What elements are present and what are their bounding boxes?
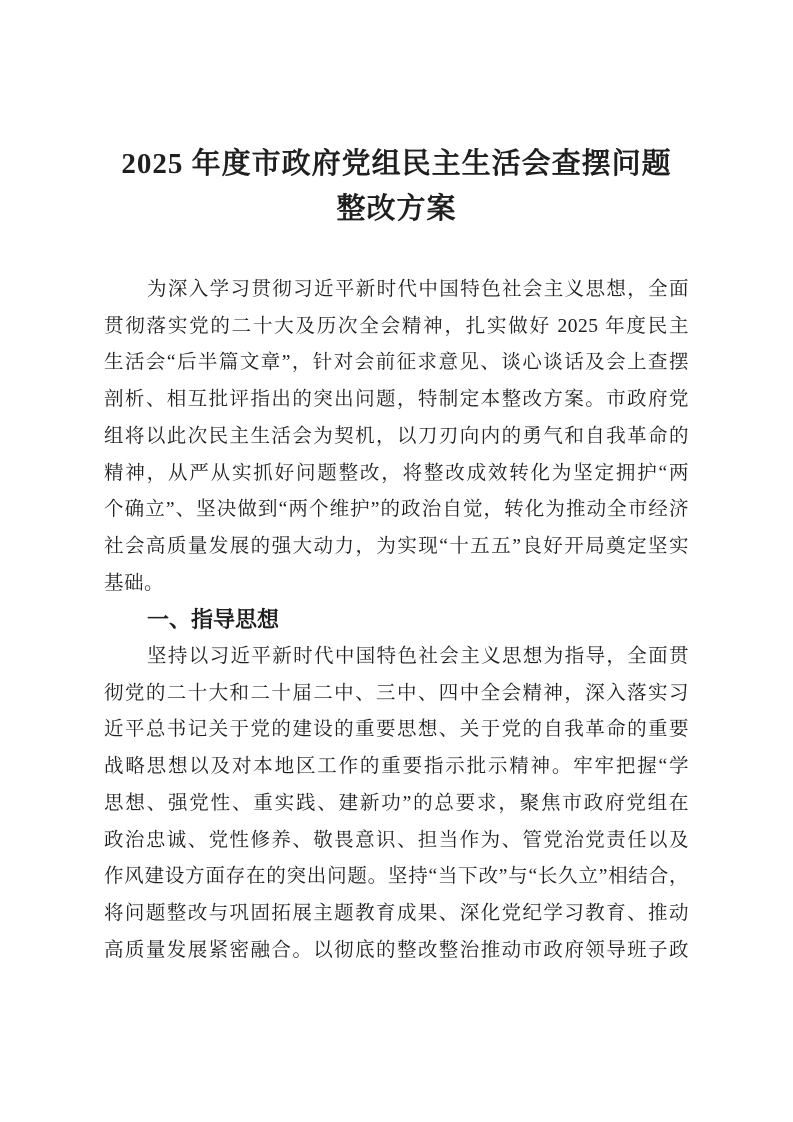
document-title <box>104 142 689 232</box>
paragraph-line: 基础。 <box>104 572 165 594</box>
paragraph-line: 高质量发展紧密融合。以彻底的整改整治推动市政府领导班子政 <box>104 939 689 961</box>
paragraph <box>104 639 689 969</box>
paragraph-line: 社会高质量发展的强大动力，为实现“十五五”良好开局奠定坚实 <box>104 535 689 557</box>
paragraph <box>104 272 689 602</box>
paragraph-line: 思想、强党性、重实践、建新功”的总要求，聚焦市政府党组在 <box>104 792 689 814</box>
paragraph-line: 战略思想以及对本地区工作的重要指示批示精神。牢牢把握“学 <box>104 756 689 778</box>
paragraph-line: 坚持以习近平新时代中国特色社会主义思想为指导，全面贯 <box>147 646 689 668</box>
document-body <box>104 272 689 969</box>
paragraph-line: 剖析、相互批评指出的突出问题，特制定本整改方案。市政府党 <box>104 389 689 411</box>
paragraph-line: 精神，从严从实抓好问题整改，将整改成效转化为坚定拥护“两 <box>104 462 689 484</box>
paragraph-line: 贯彻落实党的二十大及历次全会精神，扎实做好 2025 年度民主 <box>104 315 689 337</box>
paragraph-line: 作风建设方面存在的突出问题。坚持“当下改”与“长久立”相结合， <box>104 866 689 888</box>
paragraph-line: 生活会“后半篇文章”，针对会前征求意见、谈心谈话及会上查摆 <box>104 352 689 374</box>
paragraph-line: 将问题整改与巩固拓展主题教育成果、深化党纪学习教育、推动 <box>104 902 689 924</box>
document-title-line: 2025 年度市政府党组民主生活会查摆问题 <box>121 148 672 180</box>
document-title-line: 整改方案 <box>336 193 457 225</box>
paragraph-line: 个确立”、坚决做到“两个维护”的政治自觉，转化为推动全市经济 <box>104 499 689 521</box>
paragraph-line: 政治忠诚、党性修养、敬畏意识、担当作为、管党治党责任以及 <box>104 829 689 851</box>
paragraph-line: 近平总书记关于党的建设的重要思想、关于党的自我革命的重要 <box>104 719 689 741</box>
paragraph-line: 为深入学习贯彻习近平新时代中国特色社会主义思想，全面 <box>147 279 689 300</box>
paragraph-line: 组将以此次民主生活会为契机，以刀刃向内的勇气和自我革命的 <box>104 425 689 447</box>
section-heading: 一、指导思想 <box>147 607 280 633</box>
paragraph-line: 彻党的二十大和二十届二中、三中、四中全会精神，深入落实习 <box>104 682 689 704</box>
